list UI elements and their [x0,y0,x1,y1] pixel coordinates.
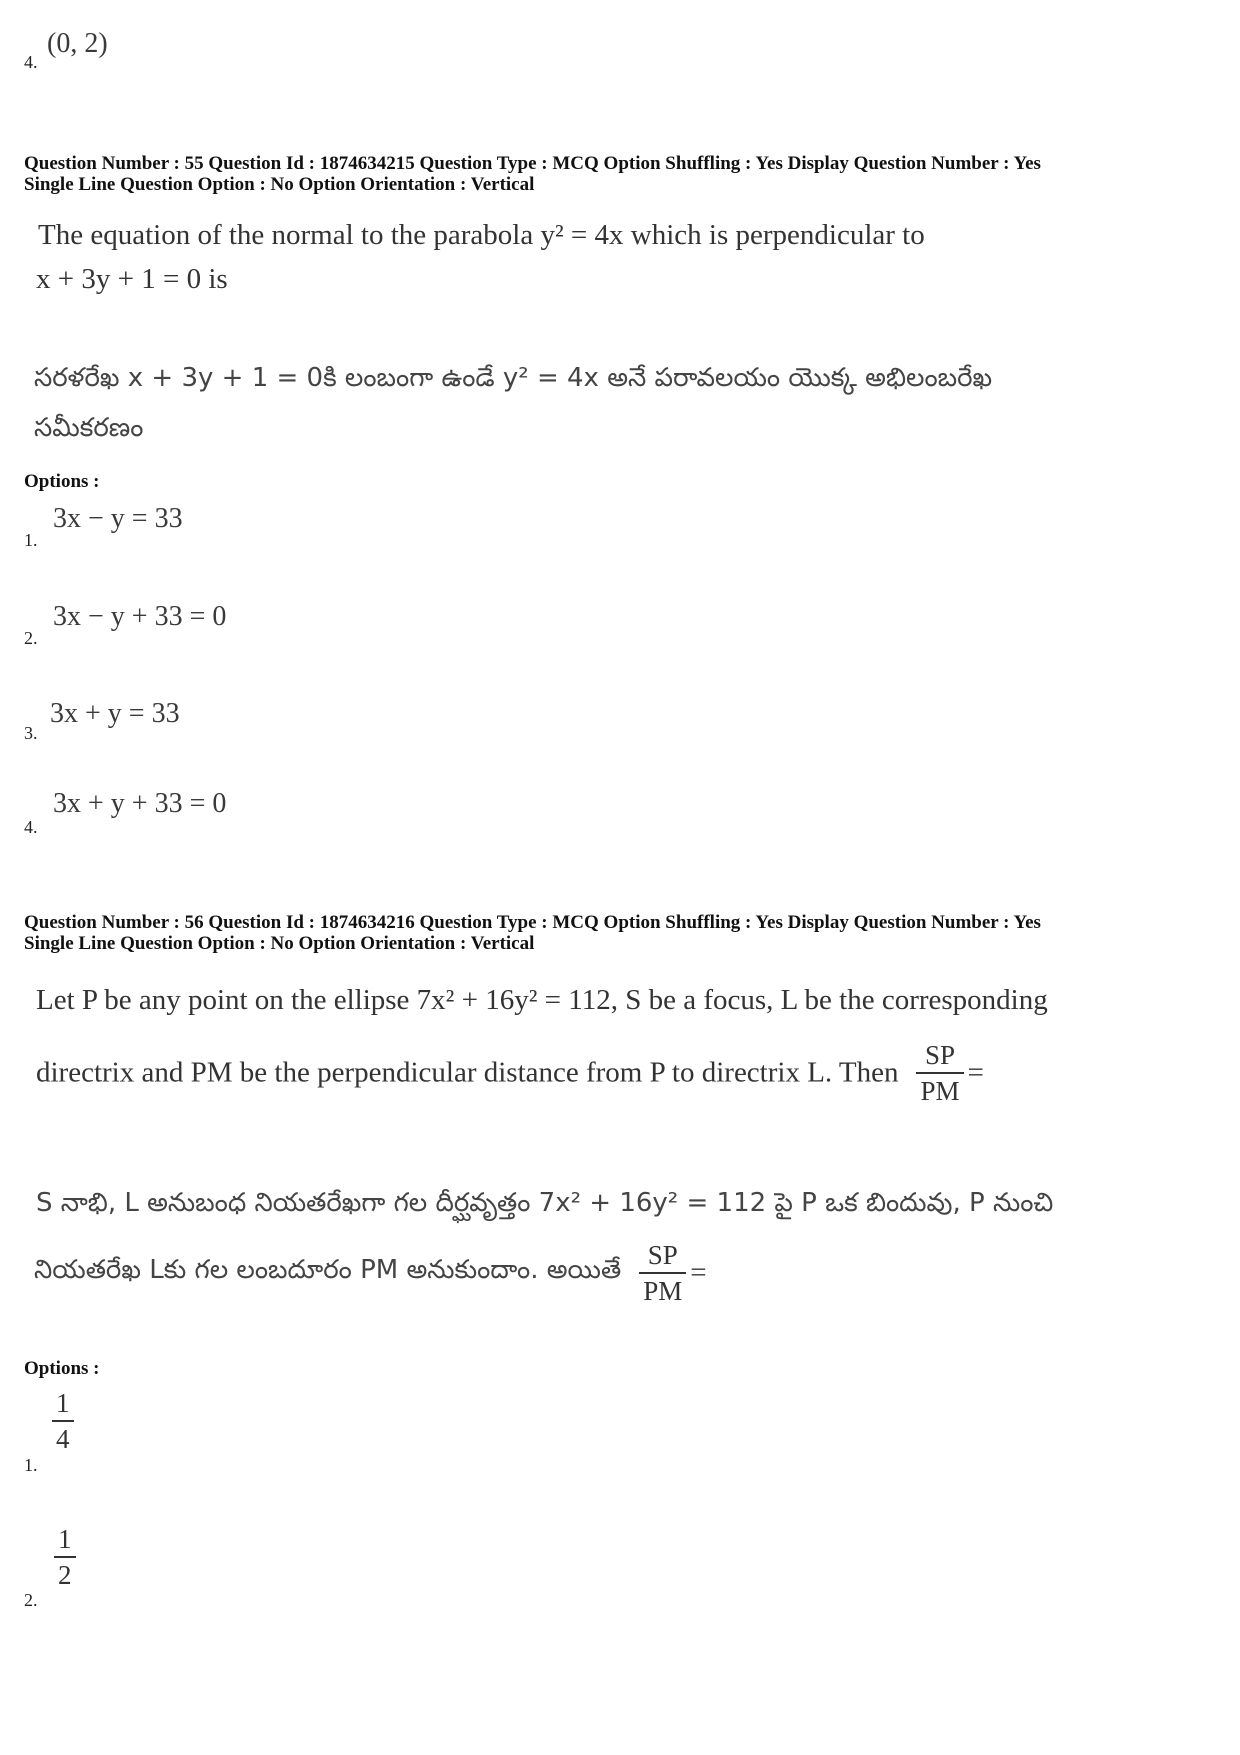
question-text-telugu-line-1: సరళరేఖ x + 3y + 1 = 0కి లంబంగా ఉండే y² = 4x అనే పరావలయం యొక్క అభిలంబరేఖ [34,363,993,393]
option-text: 3x − y + 33 = 0 [53,601,227,632]
question-text-english-line-2 [36,1038,984,1108]
options-label: Options : [24,471,100,492]
fraction-sp-over-pm [916,1038,963,1108]
fraction-numerator: 1 [56,1388,70,1418]
telugu-line-2-text: నియతరేఖ Lకు గల లంబదూరం PM అనుకుందాం. అయితే [34,1255,622,1285]
fraction-numerator: 1 [58,1524,72,1554]
option-fraction [54,1522,76,1592]
question-text-telugu-line-2 [34,1238,707,1308]
option-number: 1. [24,1455,38,1475]
question-meta-line-2: Single Line Question Option : No Option Orientation : Vertical [24,933,535,954]
fraction-sp-over-pm [639,1238,686,1308]
option-number: 4. [24,817,38,837]
option-number: 2. [24,1590,38,1610]
option-text: 3x − y = 33 [53,503,183,534]
option-text: (0, 2) [47,28,108,59]
option-text: 3x + y = 33 [50,698,180,729]
option-number: 3. [24,723,38,743]
fraction-numerator: SP [924,1040,956,1070]
question-meta-line-1: Question Number : 55 Question Id : 1874634215 Question Type : MCQ Option Shuffling : Yes Display Question Number : Yes [24,153,1041,174]
question-meta-line-1: Question Number : 56 Question Id : 1874634216 Question Type : MCQ Option Shuffling : Yes Display Question Number : Yes [24,912,1041,933]
option-fraction [52,1386,74,1456]
equals-sign: = [967,1056,984,1089]
options-label: Options : [24,1358,100,1379]
question-text-telugu-line-2: సమీకరణం [34,413,144,443]
option-number: 1. [24,530,38,550]
fraction-denominator: PM [920,1076,960,1106]
question-text-telugu-line-1: S నాభి, L అనుబంధ నియతరేఖగా గల దీర్ఘవృత్తం 7x² + 16y² = 112 పై P ఒక బిందువు, P నుంచి [36,1188,1054,1218]
english-line-2-text: directrix and PM be the perpendicular distance from P to directrix L. Then [36,1056,899,1089]
fraction-numerator: SP [647,1240,678,1270]
equals-sign: = [690,1256,707,1289]
fraction-denominator: 2 [58,1560,72,1590]
fraction-denominator: 4 [56,1424,70,1454]
option-number: 2. [24,628,38,648]
option-number: 4. [24,52,38,72]
question-meta-line-2: Single Line Question Option : No Option Orientation : Vertical [24,174,535,195]
question-text-english-line-1: Let P be any point on the ellipse 7x² + 16y² = 112, S be a focus, L be the corresponding [36,984,1048,1016]
question-text-english-line-1: The equation of the normal to the parabola y² = 4x which is perpendicular to [38,219,925,251]
question-text-english-line-2: x + 3y + 1 = 0 is [36,263,228,295]
fraction-denominator: PM [643,1276,683,1306]
option-text: 3x + y + 33 = 0 [53,788,227,819]
